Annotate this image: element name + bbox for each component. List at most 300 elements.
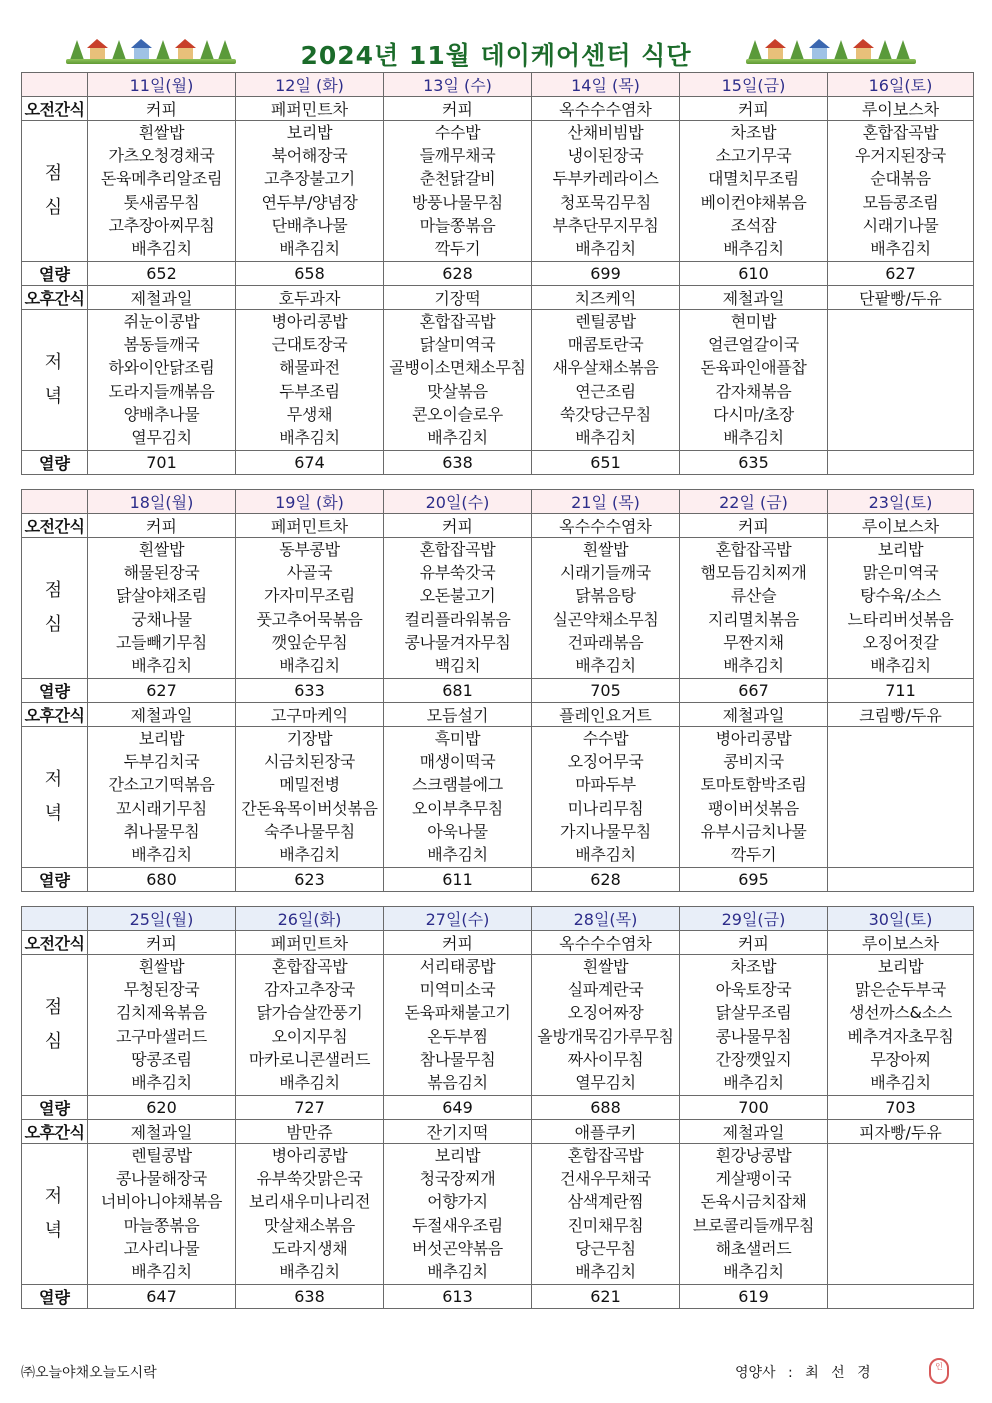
menu-item: 근대토장국	[271, 335, 348, 355]
dinner-kcal-cell: 628	[532, 868, 680, 892]
menu-item: 하와이안닭조림	[108, 358, 215, 378]
menu-item: 흰쌀밥	[138, 540, 185, 560]
menu-item: 토마토함박조림	[700, 775, 807, 795]
menu-item: 실파계란국	[567, 980, 644, 1000]
menu-item: 배추김치	[723, 1261, 784, 1281]
menu-item: 배추김치	[575, 844, 636, 864]
menu-item: 배추김치	[279, 844, 340, 864]
lunch-items	[828, 539, 973, 678]
menu-item: 베이컨야채볶음	[700, 192, 807, 212]
corner-cell	[22, 907, 88, 931]
pm-snack-cell: 기장떡	[384, 286, 532, 310]
menu-item: 단배추나물	[271, 215, 348, 235]
menu-item: 배추김치	[279, 1072, 340, 1092]
dinner-kcal-cell: 638	[236, 1285, 384, 1309]
dinner-cell	[532, 727, 680, 868]
menu-item: 흰쌀밥	[582, 957, 629, 977]
menu-item: 사골국	[286, 563, 333, 583]
menu-item: 혼합잡곡밥	[419, 312, 496, 332]
menu-item: 배추김치	[723, 238, 784, 258]
menu-item: 병아리콩밥	[271, 312, 348, 332]
dinner-items	[532, 728, 679, 867]
menu-item: 지리멸치볶음	[708, 609, 799, 629]
pm-snack-cell: 제철과일	[88, 286, 236, 310]
dinner-kcal-cell: 674	[236, 451, 384, 475]
menu-item: 북어해장국	[271, 146, 348, 166]
lunch-cell	[532, 538, 680, 679]
kcal-label: 열량	[22, 1285, 88, 1309]
menu-item: 버섯곤약볶음	[412, 1238, 503, 1258]
menu-item: 오돈불고기	[419, 586, 496, 606]
menu-item: 흰쌀밥	[582, 540, 629, 560]
dinner-kcal-cell: 701	[88, 451, 236, 475]
menu-item: 연두부/양념장	[261, 192, 358, 212]
lunch-cell	[828, 121, 974, 262]
dinner-items	[532, 1145, 679, 1284]
menu-item: 보리새우미나리전	[248, 1192, 371, 1212]
menu-item: 간소고기떡볶음	[108, 775, 215, 795]
tree-icon	[878, 40, 892, 60]
dinner-label-char: 녁	[44, 386, 65, 407]
menu-item: 시래기나물	[862, 215, 939, 235]
day-header: 13일 (수)	[384, 73, 532, 97]
dinner-label	[22, 310, 88, 451]
menu-item: 열무김치	[575, 1072, 636, 1092]
menu-item: 보리밥	[877, 957, 924, 977]
menu-item: 두부조림	[279, 381, 340, 401]
menu-item: 산채비빔밥	[567, 123, 644, 143]
menu-item: 게살팽이국	[715, 1169, 792, 1189]
pm-snack-cell: 모듬설기	[384, 703, 532, 727]
dinner-cell	[680, 727, 828, 868]
menu-item: 깍두기	[730, 844, 777, 864]
menu-item: 톳새콤무침	[123, 192, 200, 212]
menu-item: 닭살야채조림	[116, 586, 207, 606]
menu-item: 배추김치	[870, 1072, 931, 1092]
menu-item: 맑은미역국	[862, 563, 939, 583]
menu-item: 해물된장국	[123, 563, 200, 583]
pm-snack-label: 오후간식	[22, 703, 88, 727]
menu-item: 오징어짜장	[567, 1003, 644, 1023]
menu-item: 흰강낭콩밥	[715, 1146, 792, 1166]
menu-item: 두부카레라이스	[552, 169, 659, 189]
day-header: 22일 (금)	[680, 490, 828, 514]
menu-item: 동부콩밥	[279, 540, 340, 560]
menu-item: 배추김치	[723, 427, 784, 447]
day-header: 18일(월)	[88, 490, 236, 514]
menu-item: 맑은순두부국	[855, 980, 946, 1000]
am-snack-cell: 커피	[680, 514, 828, 538]
menu-item: 새우살채소볶음	[552, 358, 659, 378]
menu-item: 렌틸콩밥	[575, 312, 636, 332]
menu-item: 당근무침	[575, 1238, 636, 1258]
menu-item: 유부시금치나물	[700, 821, 807, 841]
menu-item: 무짠지채	[723, 632, 784, 652]
pm-snack-cell: 밤만쥬	[236, 1120, 384, 1144]
menu-item: 마파두부	[575, 775, 636, 795]
menu-item: 콩나물무침	[715, 1026, 792, 1046]
menu-item: 짜사이무침	[567, 1049, 644, 1069]
lunch-items	[532, 956, 679, 1095]
pm-snack-label: 오후간식	[22, 286, 88, 310]
menu-item: 고들빼기무침	[116, 632, 207, 652]
dinner-cell	[384, 1144, 532, 1285]
menu-item: 골뱅이소면채소무침	[389, 358, 526, 378]
dinner-label-char: 저	[44, 352, 65, 373]
lunch-cell	[88, 121, 236, 262]
am-snack-cell: 커피	[384, 931, 532, 955]
menu-item: 류산슬	[730, 586, 777, 606]
dinner-items	[384, 1145, 531, 1284]
lunch-items	[88, 539, 235, 678]
day-header: 28일(목)	[532, 907, 680, 931]
menu-item: 봄동들깨국	[123, 335, 200, 355]
lunch-items	[384, 956, 531, 1095]
menu-item: 시래기들깨국	[560, 563, 651, 583]
dinner-label-char: 저	[44, 769, 65, 790]
menu-item: 배추김치	[131, 655, 192, 675]
menu-item: 돈육시금치잡채	[700, 1192, 807, 1212]
lunch-kcal-cell: 727	[236, 1096, 384, 1120]
pm-snack-cell: 제철과일	[88, 703, 236, 727]
lunch-kcal-cell: 627	[828, 262, 974, 286]
menu-item: 배추김치	[279, 238, 340, 258]
menu-item: 닭살무조림	[715, 1003, 792, 1023]
menu-item: 무생채	[286, 404, 333, 424]
menu-item: 고추장아찌무침	[108, 215, 215, 235]
lunch-cell	[236, 955, 384, 1096]
menu-item: 대멸치무조림	[708, 169, 799, 189]
am-snack-cell: 커피	[88, 97, 236, 121]
menu-item: 병아리콩밥	[271, 1146, 348, 1166]
menu-item: 보리밥	[286, 123, 333, 143]
menu-item: 배추김치	[279, 427, 340, 447]
kcal-label: 열량	[22, 868, 88, 892]
menu-item: 궁채나물	[131, 609, 192, 629]
dinner-cell	[88, 727, 236, 868]
pm-snack-cell: 잔기지떡	[384, 1120, 532, 1144]
menu-item: 방풍나물무침	[412, 192, 503, 212]
menu-item: 현미밥	[730, 312, 777, 332]
menu-item: 닭볶음탕	[575, 586, 636, 606]
am-snack-cell: 루이보스차	[828, 97, 974, 121]
menu-item: 기장밥	[286, 729, 333, 749]
ground-strip	[746, 59, 916, 64]
menu-item: 유부쑥갓국	[419, 563, 496, 583]
menu-item: 보리밥	[138, 729, 185, 749]
pm-snack-cell: 플레인요거트	[532, 703, 680, 727]
pm-snack-cell: 호두과자	[236, 286, 384, 310]
dinner-items	[384, 311, 531, 450]
menu-item: 오징어무국	[567, 752, 644, 772]
lunch-cell	[236, 121, 384, 262]
am-snack-cell: 커피	[384, 97, 532, 121]
menu-item: 어향가지	[427, 1192, 488, 1212]
dinner-label	[22, 1144, 88, 1285]
am-snack-label: 오전간식	[22, 97, 88, 121]
menu-item: 실곤약채소무침	[552, 609, 659, 629]
menu-item: 돈육메추리알조림	[100, 169, 223, 189]
dinner-kcal-cell	[828, 1285, 974, 1309]
lunch-cell	[828, 538, 974, 679]
menu-item: 혼합잡곡밥	[862, 123, 939, 143]
day-header: 14일 (목)	[532, 73, 680, 97]
menu-item: 콩나물해장국	[116, 1169, 207, 1189]
menu-item: 배추김치	[131, 1261, 192, 1281]
am-snack-cell: 루이보스차	[828, 931, 974, 955]
menu-item: 도라지생채	[271, 1238, 348, 1258]
lunch-cell	[680, 121, 828, 262]
day-header: 29일(금)	[680, 907, 828, 931]
menu-item: 배추김치	[427, 427, 488, 447]
menu-item: 두절새우조림	[412, 1215, 503, 1235]
dinner-items	[236, 728, 383, 867]
lunch-label	[22, 955, 88, 1096]
lunch-kcal-cell: 688	[532, 1096, 680, 1120]
am-snack-label: 오전간식	[22, 514, 88, 538]
menu-item: 시금치된장국	[264, 752, 355, 772]
menu-item: 배추김치	[870, 655, 931, 675]
kcal-label: 열량	[22, 451, 88, 475]
am-snack-cell: 커피	[88, 931, 236, 955]
menu-item: 연근조림	[575, 381, 636, 401]
menu-item: 다시마/초장	[713, 404, 794, 424]
menu-item: 보리밥	[877, 540, 924, 560]
menu-item: 느타리버섯볶음	[847, 609, 954, 629]
menu-item: 온두부찜	[427, 1026, 488, 1046]
menu-item: 가지나물무침	[560, 821, 651, 841]
menu-item: 배추김치	[575, 1261, 636, 1281]
menu-item: 배추김치	[279, 1261, 340, 1281]
menu-item: 참나물무침	[419, 1049, 496, 1069]
dinner-items	[680, 728, 827, 867]
day-header: 27일(수)	[384, 907, 532, 931]
menu-item: 얼큰얼갈이국	[708, 335, 799, 355]
dinner-cell	[680, 310, 828, 451]
lunch-kcal-cell: 681	[384, 679, 532, 703]
menu-item: 생선까스&소스	[848, 1003, 953, 1023]
lunch-cell	[384, 538, 532, 679]
dinner-kcal-cell: 635	[680, 451, 828, 475]
menu-item: 배추김치	[427, 1261, 488, 1281]
dinner-cell	[828, 1144, 974, 1285]
menu-item: 흰쌀밥	[138, 957, 185, 977]
menu-item: 아욱토장국	[715, 980, 792, 1000]
week-table-2	[21, 489, 973, 892]
menu-item: 마카로니콘샐러드	[248, 1049, 371, 1069]
menu-item: 감자채볶음	[715, 381, 792, 401]
lunch-cell	[532, 955, 680, 1096]
page-title: 2024년 11월 데이케어센터 식단	[300, 41, 692, 70]
dinner-label	[22, 727, 88, 868]
menu-item: 유부쑥갓맑은국	[256, 1169, 363, 1189]
am-snack-label: 오전간식	[22, 931, 88, 955]
menu-item: 올방개묵김가루무침	[537, 1026, 674, 1046]
lunch-cell	[236, 538, 384, 679]
dinner-items	[236, 311, 383, 450]
pm-snack-cell: 고구마케익	[236, 703, 384, 727]
dinner-cell	[88, 310, 236, 451]
menu-item: 컬리플라워볶음	[404, 609, 511, 629]
menu-item: 미나리무침	[567, 798, 644, 818]
dinner-label-char: 녁	[44, 803, 65, 824]
menu-item: 매생이떡국	[419, 752, 496, 772]
menu-item: 수수밥	[582, 729, 629, 749]
lunch-label-char: 점	[44, 997, 65, 1018]
menu-item: 수수밥	[434, 123, 481, 143]
lunch-items	[828, 956, 973, 1095]
lunch-kcal-cell: 627	[88, 679, 236, 703]
menu-item: 양배추나물	[123, 404, 200, 424]
dinner-cell	[680, 1144, 828, 1285]
menu-item: 깻잎순무침	[271, 632, 348, 652]
corner-cell	[22, 490, 88, 514]
week-table-1	[21, 72, 973, 475]
menu-item: 배추김치	[427, 844, 488, 864]
kcal-label: 열량	[22, 1096, 88, 1120]
lunch-cell	[384, 955, 532, 1096]
menu-item: 해물파전	[279, 358, 340, 378]
menu-item: 쑥갓당근무침	[560, 404, 651, 424]
dinner-kcal-cell: 651	[532, 451, 680, 475]
dinner-items	[680, 311, 827, 450]
menu-item: 춘천닭갈비	[419, 169, 496, 189]
menu-item: 간돈육목이버섯볶음	[241, 798, 378, 818]
lunch-items	[236, 539, 383, 678]
menu-item: 가츠오청경채국	[108, 146, 215, 166]
lunch-kcal-cell: 699	[532, 262, 680, 286]
menu-item: 배추김치	[723, 655, 784, 675]
menu-item: 취나물무침	[123, 821, 200, 841]
menu-item: 매콤토란국	[567, 335, 644, 355]
village-decoration-right	[746, 32, 916, 68]
menu-item: 콩비지국	[723, 752, 784, 772]
menu-item: 흰쌀밥	[138, 123, 185, 143]
menu-item: 혼합잡곡밥	[715, 540, 792, 560]
lunch-kcal-cell: 658	[236, 262, 384, 286]
dinner-cell	[532, 310, 680, 451]
corner-cell	[22, 73, 88, 97]
menu-item: 볶음김치	[427, 1072, 488, 1092]
menu-item: 오징어젓갈	[862, 632, 939, 652]
menu-item: 콩나물겨자무침	[404, 632, 511, 652]
lunch-items	[236, 122, 383, 261]
menu-item: 진미채무침	[567, 1215, 644, 1235]
menu-item: 고추장불고기	[264, 169, 355, 189]
menu-item: 팽이버섯볶음	[708, 798, 799, 818]
menu-item: 배추김치	[723, 1072, 784, 1092]
menu-item: 흑미밥	[434, 729, 481, 749]
lunch-label-char: 점	[44, 163, 65, 184]
menu-item: 배추김치	[131, 238, 192, 258]
day-header: 19일 (화)	[236, 490, 384, 514]
pm-snack-cell: 제철과일	[88, 1120, 236, 1144]
menu-item: 숙주나물무침	[264, 821, 355, 841]
dinner-items	[88, 1145, 235, 1284]
am-snack-cell: 옥수수수염차	[532, 514, 680, 538]
day-header: 12일 (화)	[236, 73, 384, 97]
menu-item: 혼합잡곡밥	[271, 957, 348, 977]
menu-item: 맛살볶음	[427, 381, 488, 401]
lunch-label-char: 심	[44, 197, 65, 218]
menu-item: 조석잠	[730, 215, 777, 235]
lunch-cell	[680, 955, 828, 1096]
pm-snack-cell: 제철과일	[680, 703, 828, 727]
menu-item: 보리밥	[434, 1146, 481, 1166]
menu-item: 차조밥	[730, 957, 777, 977]
dinner-items	[828, 311, 973, 450]
dinner-items	[88, 728, 235, 867]
day-header: 20일(수)	[384, 490, 532, 514]
menu-item: 가자미무조림	[264, 586, 355, 606]
dinner-kcal-cell: 638	[384, 451, 532, 475]
dinner-label-char: 저	[44, 1186, 65, 1207]
lunch-cell	[828, 955, 974, 1096]
menu-item: 고사리나물	[123, 1238, 200, 1258]
menu-item: 아욱나물	[427, 821, 488, 841]
lunch-cell	[88, 955, 236, 1096]
am-snack-cell: 페퍼민트차	[236, 931, 384, 955]
lunch-kcal-cell: 620	[88, 1096, 236, 1120]
menu-item: 무청된장국	[123, 980, 200, 1000]
menu-item: 배추김치	[131, 1072, 192, 1092]
pm-snack-cell: 제철과일	[680, 286, 828, 310]
menu-item: 삼색계란찜	[567, 1192, 644, 1212]
dinner-items	[680, 1145, 827, 1284]
menu-item: 열무김치	[131, 427, 192, 447]
menu-item: 간장깻잎지	[715, 1049, 792, 1069]
menu-item: 배추김치	[131, 844, 192, 864]
dinner-items	[384, 728, 531, 867]
header	[0, 30, 992, 76]
lunch-kcal-cell: 610	[680, 262, 828, 286]
lunch-items	[88, 956, 235, 1095]
menu-item: 배추김치	[279, 655, 340, 675]
tree-icon	[834, 40, 848, 60]
menu-item: 혼합잡곡밥	[567, 1146, 644, 1166]
day-header: 21일 (목)	[532, 490, 680, 514]
day-header: 11일(월)	[88, 73, 236, 97]
lunch-items	[680, 122, 827, 261]
menu-item: 돈육파채불고기	[404, 1003, 511, 1023]
menu-item: 우거지된장국	[855, 146, 946, 166]
tree-icon	[896, 40, 910, 60]
lunch-kcal-cell: 649	[384, 1096, 532, 1120]
menu-item: 부추단무지무침	[552, 215, 659, 235]
lunch-label-char: 점	[44, 580, 65, 601]
menu-item: 냉이된장국	[567, 146, 644, 166]
day-header: 30일(토)	[828, 907, 974, 931]
dinner-cell	[236, 727, 384, 868]
menu-item: 렌틸콩밥	[131, 1146, 192, 1166]
dietitian-signature: 영양사 : 최 선 경	[735, 1365, 871, 1381]
lunch-label-char: 심	[44, 1031, 65, 1052]
menu-item: 메밀전병	[279, 775, 340, 795]
lunch-kcal-cell: 711	[828, 679, 974, 703]
lunch-items	[828, 122, 973, 261]
menu-item: 햄모듬김치찌개	[700, 563, 807, 583]
am-snack-cell: 옥수수수염차	[532, 931, 680, 955]
day-header: 23일(토)	[828, 490, 974, 514]
dinner-kcal-cell: 695	[680, 868, 828, 892]
menu-item: 감자고추장국	[264, 980, 355, 1000]
menu-item: 건파래볶음	[567, 632, 644, 652]
lunch-items	[680, 956, 827, 1095]
dinner-kcal-cell	[828, 451, 974, 475]
dinner-items	[828, 1145, 973, 1284]
dinner-kcal-cell: 623	[236, 868, 384, 892]
menu-item: 닭가슴살깐풍기	[256, 1003, 363, 1023]
